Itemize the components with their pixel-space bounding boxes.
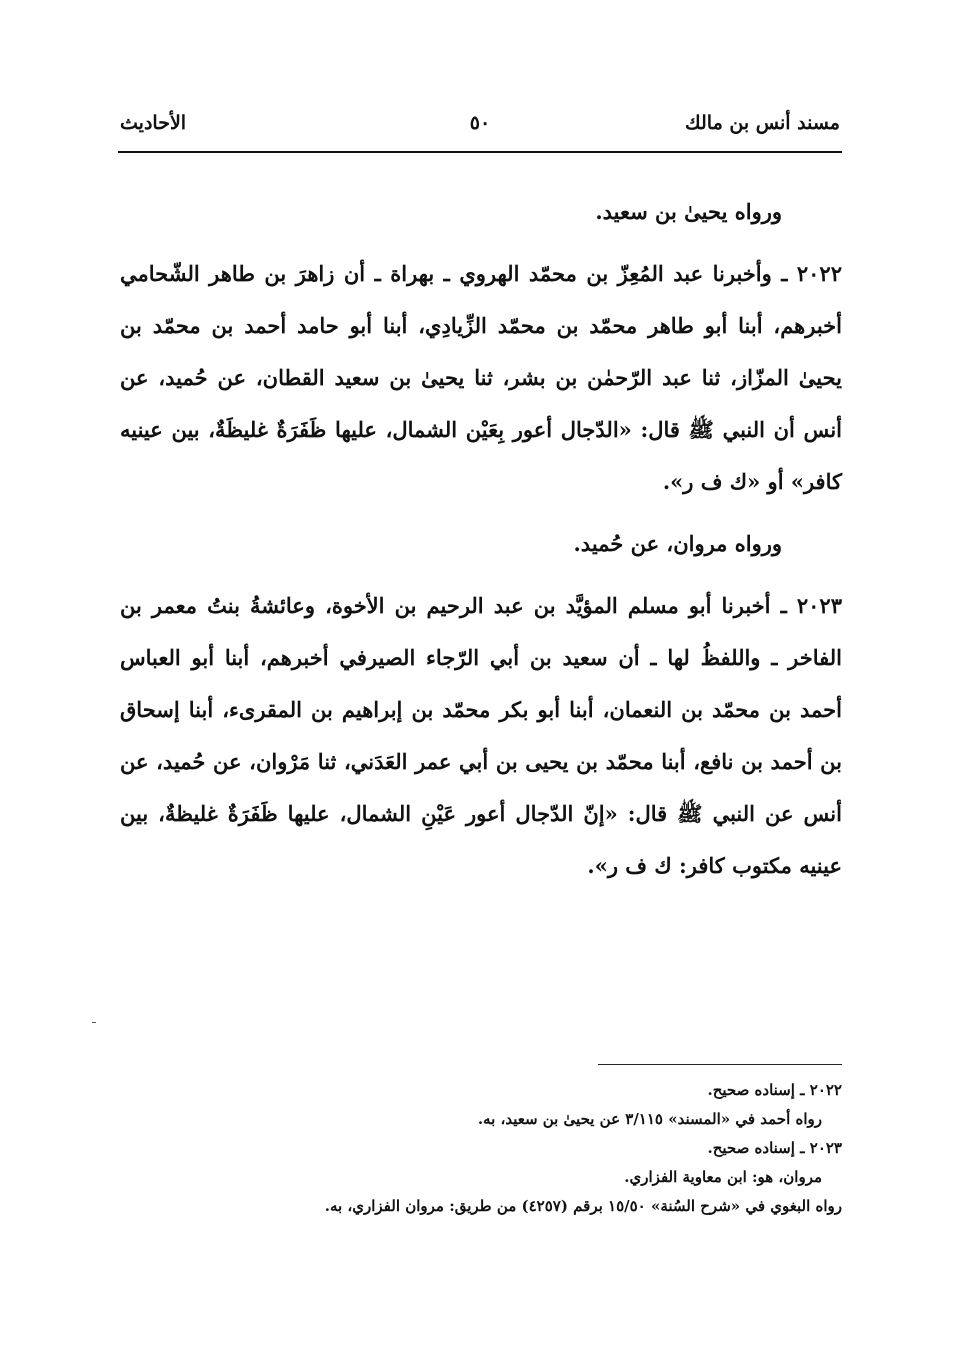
page-number: ٥٠ xyxy=(469,112,491,134)
section-title: الأحاديث xyxy=(120,112,187,134)
running-header xyxy=(120,112,840,148)
header-rule xyxy=(118,151,842,153)
hadith-number-2023: ٢٠٢٣ xyxy=(796,593,842,618)
footnote-rule xyxy=(598,1064,842,1065)
book-title: مسند أنس بن مالك xyxy=(685,112,840,134)
narration-note-2: ورواه مروان، عن حُميد. xyxy=(573,531,782,556)
footnotes xyxy=(120,1076,842,1221)
hadith-number-2022: ٢٠٢٢ xyxy=(796,261,842,286)
main-text xyxy=(120,186,842,892)
hadith-2023-text: ـ أخبرنا أبو مسلم المؤيَّد بن عبد الرحيم بن الأخوة، وعائشةُ بنتُ معمر بن الفاخر ـ واللفظُ لها ـ أن سعيد بن أبي الرّجاء الصيرفي أخبرهم، أبنا أبو العباس أحمد بن محمّد بن النعمان، أبنا أبو بكر محمّد بن إبراهيم بن المقرىء، أبنا إسحاق بن أحمد بن نافع، أبنا محمّد بن يحيى بن أبي عمر العَدَني، ثنا مَرْوان، عن حُميد، عن أنس عن النبي ﷺ قال: «إنّ الدّجال أعور عَيْنِ الشمال، عليها ظَفَرَةٌ غليظةٌ، بين عينيه مكتوب كافر: ك ف ر». xyxy=(120,593,842,878)
footnote-2023-line-2: رواه البغوي في «شرح السُنة» ١٥/٥٠ برقم (٤٢٥٧) من طريق: مروان الفزاري، به. xyxy=(324,1197,842,1215)
narration-note-1: ورواه يحيىٰ بن سعيد. xyxy=(595,199,782,224)
footnote-2022-head: ٢٠٢٢ ـ إسناده صحيح. xyxy=(707,1081,842,1099)
scan-speck xyxy=(92,1022,96,1023)
hadith-2023 xyxy=(120,580,842,892)
footnote-2022-line: رواه أحمد في «المسند» ٣/١١٥ عن يحيىٰ بن سعيد، به. xyxy=(477,1110,822,1128)
footnote-2023-head: ٢٠٢٣ ـ إسناده صحيح. xyxy=(707,1139,842,1157)
hadith-2022 xyxy=(120,248,842,508)
footnote-2023-line-1: مروان، هو: ابن معاوية الفزاري. xyxy=(624,1168,822,1186)
hadith-2022-text: ـ وأخبرنا عبد المُعِزّ بن محمّد الهروي ـ بهراة ـ أن زاهرَ بن طاهر الشّحامي أخبرهم، أبنا أبو طاهر محمّد بن محمّد الزِّيادِي، أبنا أبو حامد أحمد بن محمّد بن يحيىٰ المزّاز، ثنا عبد الرّحمٰن بن بشر، ثنا يحيىٰ بن سعيد القطان، عن حُميد، عن أنس أن النبي ﷺ قال: «الدّجال أعور بِعَيْن الشمال، عليها ظَفَرَةٌ غليظَةٌ، بين عينيه كافر» أو «ك ف ر». xyxy=(120,261,842,494)
